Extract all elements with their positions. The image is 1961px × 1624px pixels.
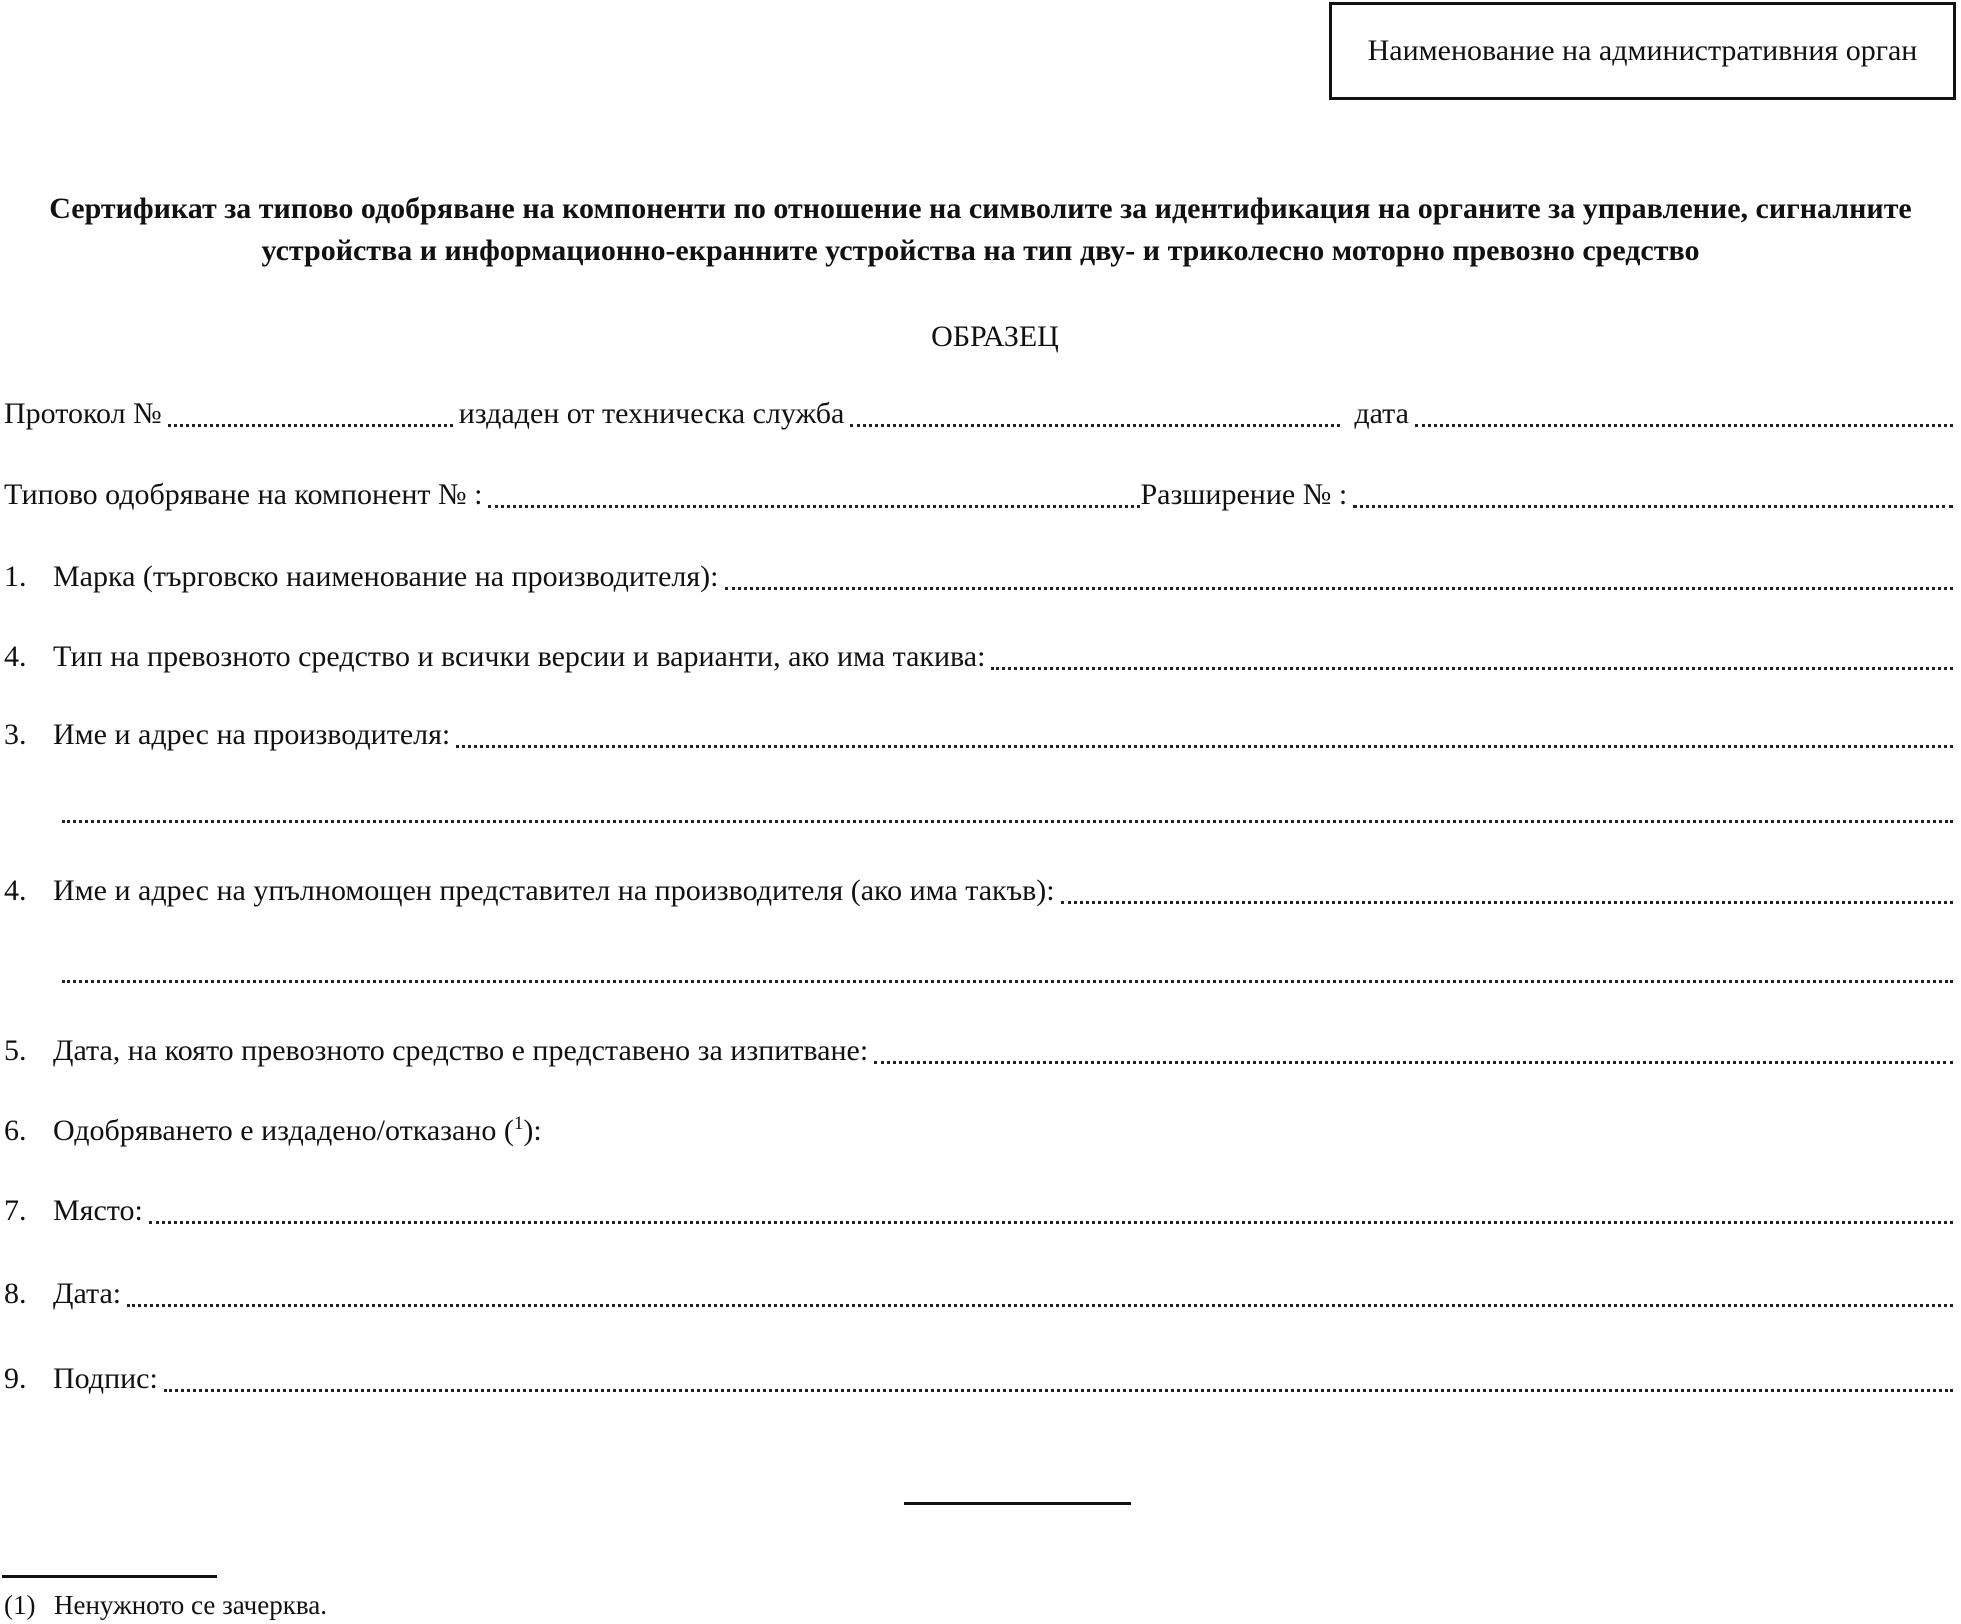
manufacturer-name-field[interactable] xyxy=(456,745,1953,748)
date-field[interactable] xyxy=(127,1304,1953,1307)
type-approval-row xyxy=(4,478,1959,518)
item-number: 9. xyxy=(4,1362,27,1395)
title-line-1: Сертификат за типово одобряване на компоненти по отношение на символите за идентификация на органите за управление, сигналните xyxy=(49,192,1912,225)
item-number: 7. xyxy=(4,1194,27,1227)
sample-label: ОБРАЗЕЦ xyxy=(931,320,1059,353)
representative-address-field[interactable] xyxy=(62,980,1953,983)
footnote-reference: 1 xyxy=(513,1113,524,1134)
item-row xyxy=(4,1277,1959,1317)
item-label: Име и адрес на производителя: xyxy=(53,718,451,751)
item-number: 8. xyxy=(4,1277,27,1310)
administrative-authority-label: Наименование на административния орган xyxy=(1367,34,1918,67)
item-row xyxy=(4,1034,1959,1074)
title-line-2: устройства и информационно-екранните устройства на тип дву- и триколесно моторно превозно средство xyxy=(261,234,1700,267)
vehicle-type-field[interactable] xyxy=(991,667,1953,670)
protocol-issued-by-label: издаден от техническа служба xyxy=(458,397,845,430)
item-row xyxy=(4,1362,1959,1402)
footnote-divider xyxy=(2,1575,217,1578)
item-label: Дата: xyxy=(53,1277,122,1310)
item-number: 3. xyxy=(4,718,27,751)
item-label: Дата, на която превозното средство е представено за изпитване: xyxy=(53,1034,869,1067)
item-row xyxy=(4,1194,1959,1234)
item-row xyxy=(4,874,1959,914)
extension-label: Разширение № : xyxy=(1140,478,1348,511)
footnote-text: Ненужното се зачерква. xyxy=(54,1590,327,1620)
item-number: 6. xyxy=(4,1114,27,1147)
make-field[interactable] xyxy=(725,587,1953,590)
item-row xyxy=(4,1114,1959,1154)
item-number: 1. xyxy=(4,560,27,593)
approval-status-label: Одобряването е издадено/отказано ( xyxy=(53,1114,514,1147)
item-label: Тип на превозното средство и всички версии и варианти, ако има такива: xyxy=(53,640,986,673)
item-number: 5. xyxy=(4,1034,27,1067)
item-row xyxy=(4,640,1959,680)
item-row xyxy=(4,718,1959,758)
item-label xyxy=(53,1114,542,1148)
administrative-authority-box xyxy=(1329,2,1956,100)
item-number: 4. xyxy=(4,640,27,673)
item-label: Подпис: xyxy=(53,1362,158,1395)
approval-status-suffix: ): xyxy=(523,1114,542,1147)
protocol-row xyxy=(4,397,1959,437)
item-label: Име и адрес на упълномощен представител на производителя (ако има такъв): xyxy=(53,874,1055,907)
place-field[interactable] xyxy=(149,1221,1953,1224)
test-date-field[interactable] xyxy=(874,1061,1953,1064)
representative-name-field[interactable] xyxy=(1061,901,1953,904)
protocol-date-field[interactable] xyxy=(1415,424,1953,427)
item-number: 4. xyxy=(4,874,27,907)
footnote xyxy=(4,1590,327,1621)
type-approval-label: Типово одобряване на компонент № : xyxy=(4,478,483,511)
type-approval-number-field[interactable] xyxy=(488,505,1140,508)
manufacturer-address-field[interactable] xyxy=(62,820,1953,823)
item-label: Марка (търговско наименование на производителя): xyxy=(53,560,719,593)
document-title xyxy=(0,188,1961,272)
item-label: Място: xyxy=(53,1194,143,1227)
footnote-marker: (1) xyxy=(4,1590,36,1620)
protocol-date-label: дата xyxy=(1354,397,1409,430)
protocol-label: Протокол № xyxy=(4,397,162,430)
signature-field[interactable] xyxy=(164,1389,1953,1392)
technical-service-field[interactable] xyxy=(850,424,1340,427)
protocol-number-field[interactable] xyxy=(168,424,453,427)
extension-number-field[interactable] xyxy=(1353,505,1953,508)
item-row xyxy=(4,560,1959,600)
end-of-form-divider xyxy=(904,1502,1131,1505)
